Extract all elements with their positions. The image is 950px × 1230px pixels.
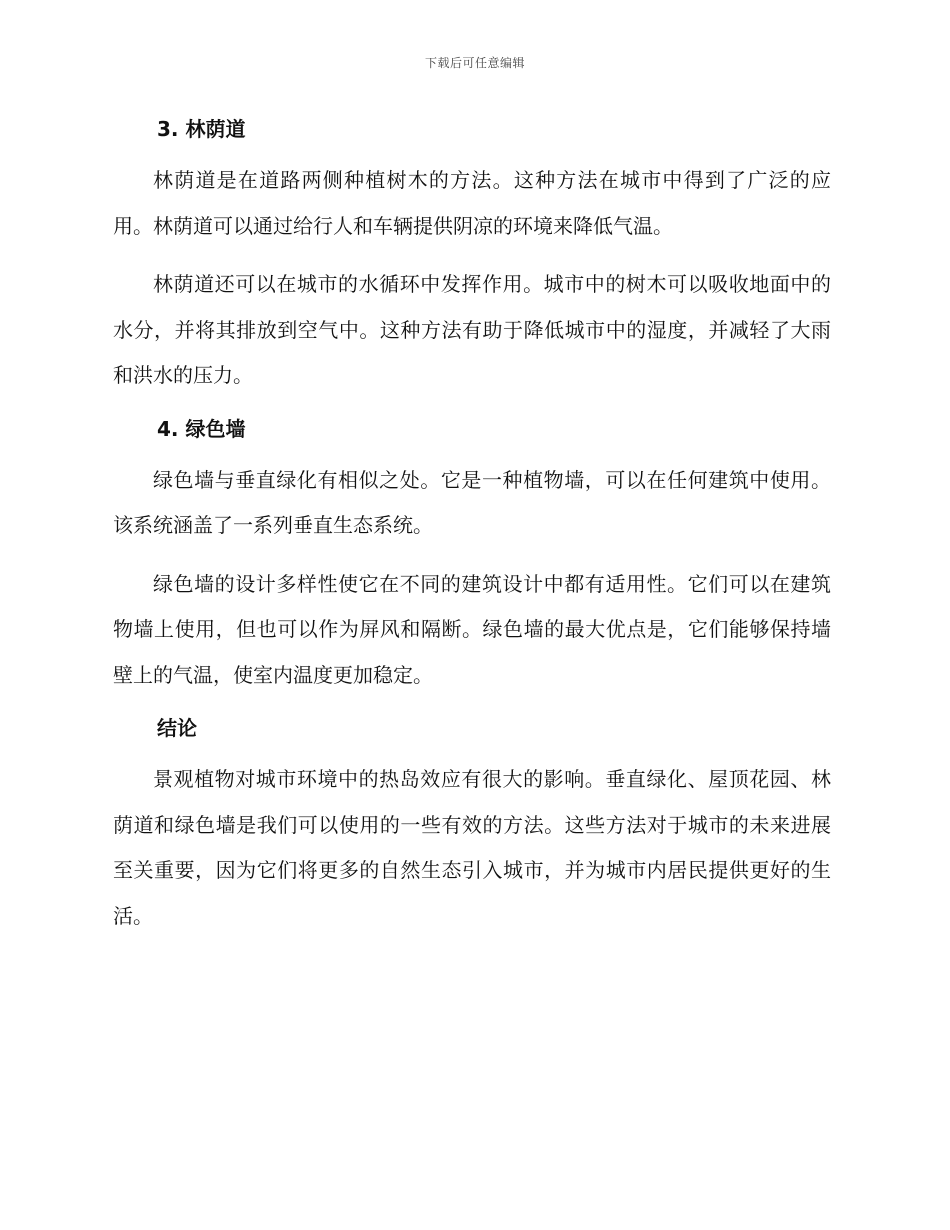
header-note: 下载后可任意编辑 xyxy=(424,56,525,70)
section-heading: 结论 xyxy=(157,716,197,740)
section-heading: 3. 林荫道 xyxy=(157,117,246,141)
paragraph: 绿色墙的设计多样性使它在不同的建筑设计中都有适用性。它们可以在建筑物墙上使用，但也可以作为屏风和隔断。绿色墙的最大优点是，它们能够保持墙壁上的气温，使室内温度更加稳定。 xyxy=(113,571,831,687)
section-boulevard xyxy=(113,112,831,399)
section-heading: 4. 绿色墙 xyxy=(157,416,246,441)
section-green-wall xyxy=(113,412,831,699)
paragraph: 绿色墙与垂直绿化有相似之处。它是一种植物墙，可以在任何建筑中使用。该系统涵盖了一系列垂直生态系统。 xyxy=(113,467,831,537)
paragraph: 林荫道还可以在城市的水循环中发挥作用。城市中的树木可以吸收地面中的水分，并将其排放到空气中。这种方法有助于降低城市中的湿度，并减轻了大雨和洪水的压力。 xyxy=(113,272,831,387)
document-body xyxy=(113,112,831,952)
section-conclusion xyxy=(113,711,831,939)
paragraph: 景观植物对城市环境中的热岛效应有很大的影响。垂直绿化、屋顶花园、林荫道和绿色墙是我们可以使用的一些有效的方法。这些方法对于城市的未来进展至关重要，因为它们将更多的自然生态引入城市，并为城市内居民提供更好的生活。 xyxy=(113,767,831,928)
paragraph: 林荫道是在道路两侧种植树木的方法。这种方法在城市中得到了广泛的应用。林荫道可以通过给行人和车辆提供阴凉的环境来降低气温。 xyxy=(113,168,831,238)
